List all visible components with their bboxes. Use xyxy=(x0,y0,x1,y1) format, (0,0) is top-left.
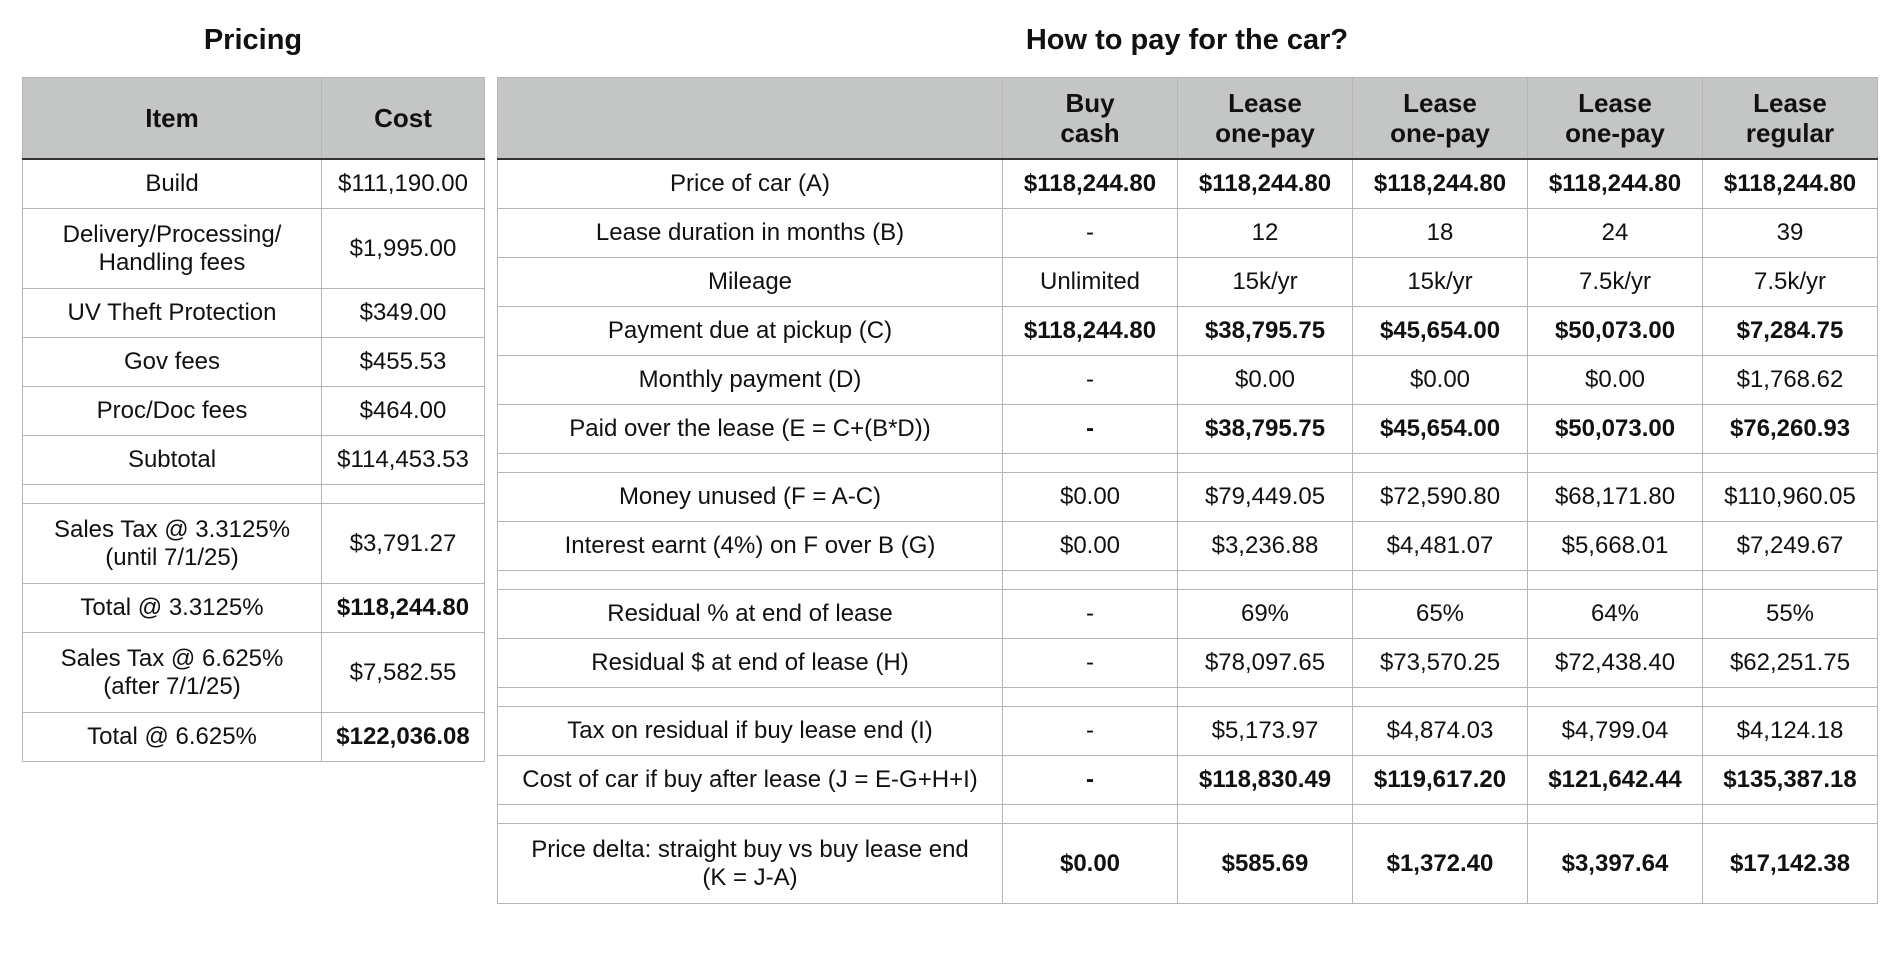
empty-cell xyxy=(1528,454,1703,473)
header-buy-cash: Buy cash xyxy=(1003,78,1178,160)
empty-cell xyxy=(1003,688,1178,707)
empty-cell xyxy=(1003,571,1178,590)
table-row xyxy=(498,639,1878,688)
item-line-2: (until 7/1/25) xyxy=(105,543,239,571)
table-row xyxy=(498,522,1878,571)
value-cell: $68,171.80 xyxy=(1528,473,1703,522)
item-cell: UV Theft Protection xyxy=(23,289,322,338)
empty-cell xyxy=(322,485,485,504)
item-cell: Build xyxy=(23,159,322,209)
item-cell: Total @ 6.625% xyxy=(23,713,322,762)
empty-cell xyxy=(1703,454,1878,473)
value-cell: $73,570.25 xyxy=(1353,639,1528,688)
header-label xyxy=(498,78,1003,160)
table-row xyxy=(498,756,1878,805)
table-row xyxy=(498,209,1878,258)
spacer-row xyxy=(498,688,1878,707)
spacer-row xyxy=(23,485,485,504)
value-cell: 39 xyxy=(1703,209,1878,258)
value-cell: 55% xyxy=(1703,590,1878,639)
table-row xyxy=(498,590,1878,639)
table-row xyxy=(23,713,485,762)
cost-cell: $7,582.55 xyxy=(322,633,485,713)
empty-cell xyxy=(1703,688,1878,707)
header-lease-regular: Lease regular xyxy=(1703,78,1878,160)
value-cell: $135,387.18 xyxy=(1703,756,1878,805)
value-cell: $1,372.40 xyxy=(1353,824,1528,904)
empty-cell xyxy=(1178,454,1353,473)
value-cell: - xyxy=(1003,209,1178,258)
value-cell: $0.00 xyxy=(1003,824,1178,904)
label-line-2: (K = J-A) xyxy=(702,863,798,891)
item-line-1: Sales Tax @ 6.625% xyxy=(60,644,284,672)
table-row xyxy=(498,356,1878,405)
table-row xyxy=(498,824,1878,904)
table-row xyxy=(498,473,1878,522)
cost-cell: $118,244.80 xyxy=(322,584,485,633)
value-cell: 7.5k/yr xyxy=(1703,258,1878,307)
cost-cell: $111,190.00 xyxy=(322,159,485,209)
value-cell: 15k/yr xyxy=(1178,258,1353,307)
table-row xyxy=(498,258,1878,307)
value-cell: $78,097.65 xyxy=(1178,639,1353,688)
value-cell: $118,244.80 xyxy=(1528,159,1703,209)
value-cell: $17,142.38 xyxy=(1703,824,1878,904)
item-line-2: (after 7/1/25) xyxy=(103,672,241,700)
value-cell: - xyxy=(1003,707,1178,756)
value-cell: - xyxy=(1003,756,1178,805)
value-cell: $7,284.75 xyxy=(1703,307,1878,356)
value-cell: $4,799.04 xyxy=(1528,707,1703,756)
value-cell: $118,244.80 xyxy=(1003,159,1178,209)
empty-cell xyxy=(1178,805,1353,824)
spacer-row xyxy=(498,454,1878,473)
value-cell: - xyxy=(1003,356,1178,405)
value-cell: $4,874.03 xyxy=(1353,707,1528,756)
header-lease-one-pay-12: Lease one-pay xyxy=(1178,78,1353,160)
table-row xyxy=(23,338,485,387)
empty-cell xyxy=(498,454,1003,473)
label-line-1: Price delta: straight buy vs buy lease end xyxy=(531,835,969,863)
row-label xyxy=(498,824,1003,904)
cost-cell: $122,036.08 xyxy=(322,713,485,762)
value-cell: $0.00 xyxy=(1003,522,1178,571)
empty-cell xyxy=(1178,571,1353,590)
empty-cell xyxy=(1703,805,1878,824)
value-cell: 69% xyxy=(1178,590,1353,639)
table-row xyxy=(498,405,1878,454)
value-cell: 65% xyxy=(1353,590,1528,639)
empty-cell xyxy=(1353,571,1528,590)
value-cell: $118,244.80 xyxy=(1003,307,1178,356)
row-label: Cost of car if buy after lease (J = E-G+H+I) xyxy=(498,756,1003,805)
table-row xyxy=(23,387,485,436)
value-cell: - xyxy=(1003,639,1178,688)
empty-cell xyxy=(498,688,1003,707)
value-cell: $50,073.00 xyxy=(1528,405,1703,454)
value-cell: $1,768.62 xyxy=(1703,356,1878,405)
value-cell: $0.00 xyxy=(1178,356,1353,405)
empty-cell xyxy=(1703,571,1878,590)
value-cell: $0.00 xyxy=(1353,356,1528,405)
value-cell: 24 xyxy=(1528,209,1703,258)
cost-cell: $455.53 xyxy=(322,338,485,387)
table-row xyxy=(498,707,1878,756)
value-cell: $45,654.00 xyxy=(1353,307,1528,356)
value-cell: $118,244.80 xyxy=(1178,159,1353,209)
spacer-row xyxy=(498,571,1878,590)
value-cell: $38,795.75 xyxy=(1178,405,1353,454)
value-cell: 7.5k/yr xyxy=(1528,258,1703,307)
item-line-2: Handling fees xyxy=(98,248,246,276)
table-row xyxy=(23,289,485,338)
row-label: Lease duration in months (B) xyxy=(498,209,1003,258)
value-cell: 12 xyxy=(1178,209,1353,258)
value-cell: $45,654.00 xyxy=(1353,405,1528,454)
row-label: Tax on residual if buy lease end (I) xyxy=(498,707,1003,756)
cost-cell: $1,995.00 xyxy=(322,209,485,289)
table-row xyxy=(23,504,485,584)
value-cell: $5,173.97 xyxy=(1178,707,1353,756)
header-cost: Cost xyxy=(322,78,485,160)
value-cell: $0.00 xyxy=(1003,473,1178,522)
value-cell: $4,124.18 xyxy=(1703,707,1878,756)
row-label: Payment due at pickup (C) xyxy=(498,307,1003,356)
table-row xyxy=(23,436,485,485)
pricing-table xyxy=(22,77,485,762)
value-cell: $0.00 xyxy=(1528,356,1703,405)
row-label: Paid over the lease (E = C+(B*D)) xyxy=(498,405,1003,454)
empty-cell xyxy=(1353,805,1528,824)
header-item: Item xyxy=(23,78,322,160)
empty-cell xyxy=(1178,688,1353,707)
value-cell: $72,438.40 xyxy=(1528,639,1703,688)
item-cell: Gov fees xyxy=(23,338,322,387)
item-cell xyxy=(23,209,322,289)
value-cell: $118,830.49 xyxy=(1178,756,1353,805)
item-cell: Proc/Doc fees xyxy=(23,387,322,436)
value-cell: $118,244.80 xyxy=(1353,159,1528,209)
value-cell: $3,236.88 xyxy=(1178,522,1353,571)
payment-header-row xyxy=(498,78,1878,160)
value-cell: $62,251.75 xyxy=(1703,639,1878,688)
row-label: Monthly payment (D) xyxy=(498,356,1003,405)
value-cell: 64% xyxy=(1528,590,1703,639)
value-cell: $119,617.20 xyxy=(1353,756,1528,805)
empty-cell xyxy=(1528,805,1703,824)
row-label: Residual $ at end of lease (H) xyxy=(498,639,1003,688)
value-cell: $72,590.80 xyxy=(1353,473,1528,522)
payment-table xyxy=(497,77,1878,904)
table-row xyxy=(498,307,1878,356)
value-cell: $110,960.05 xyxy=(1703,473,1878,522)
value-cell: $4,481.07 xyxy=(1353,522,1528,571)
empty-cell xyxy=(1353,454,1528,473)
value-cell: $585.69 xyxy=(1178,824,1353,904)
value-cell: - xyxy=(1003,590,1178,639)
empty-cell xyxy=(23,485,322,504)
value-cell: $5,668.01 xyxy=(1528,522,1703,571)
value-cell: $76,260.93 xyxy=(1703,405,1878,454)
table-row xyxy=(23,633,485,713)
cost-cell: $3,791.27 xyxy=(322,504,485,584)
value-cell: 15k/yr xyxy=(1353,258,1528,307)
value-cell: $118,244.80 xyxy=(1703,159,1878,209)
empty-cell xyxy=(1528,571,1703,590)
row-label: Interest earnt (4%) on F over B (G) xyxy=(498,522,1003,571)
value-cell: $7,249.67 xyxy=(1703,522,1878,571)
table-row xyxy=(23,159,485,209)
row-label: Residual % at end of lease xyxy=(498,590,1003,639)
value-cell: Unlimited xyxy=(1003,258,1178,307)
header-lease-one-pay-24: Lease one-pay xyxy=(1528,78,1703,160)
value-cell: $79,449.05 xyxy=(1178,473,1353,522)
item-cell: Subtotal xyxy=(23,436,322,485)
row-label: Mileage xyxy=(498,258,1003,307)
pricing-header-row xyxy=(23,78,485,160)
table-row xyxy=(23,209,485,289)
item-cell: Total @ 3.3125% xyxy=(23,584,322,633)
item-cell xyxy=(23,504,322,584)
spacer-row xyxy=(498,805,1878,824)
row-label: Price of car (A) xyxy=(498,159,1003,209)
value-cell: $3,397.64 xyxy=(1528,824,1703,904)
cost-cell: $349.00 xyxy=(322,289,485,338)
empty-cell xyxy=(1528,688,1703,707)
empty-cell xyxy=(1003,805,1178,824)
table-row xyxy=(23,584,485,633)
empty-cell xyxy=(1353,688,1528,707)
cost-cell: $464.00 xyxy=(322,387,485,436)
item-cell xyxy=(23,633,322,713)
empty-cell xyxy=(498,805,1003,824)
value-cell: - xyxy=(1003,405,1178,454)
value-cell: 18 xyxy=(1353,209,1528,258)
payment-title: How to pay for the car? xyxy=(1025,24,1349,56)
pricing-title: Pricing xyxy=(203,24,303,56)
header-lease-one-pay-18: Lease one-pay xyxy=(1353,78,1528,160)
value-cell: $121,642.44 xyxy=(1528,756,1703,805)
item-line-1: Sales Tax @ 3.3125% xyxy=(53,515,291,543)
empty-cell xyxy=(498,571,1003,590)
cost-cell: $114,453.53 xyxy=(322,436,485,485)
empty-cell xyxy=(1003,454,1178,473)
table-row xyxy=(498,159,1878,209)
value-cell: $50,073.00 xyxy=(1528,307,1703,356)
item-line-1: Delivery/Processing/ xyxy=(62,220,282,248)
row-label: Money unused (F = A-C) xyxy=(498,473,1003,522)
value-cell: $38,795.75 xyxy=(1178,307,1353,356)
